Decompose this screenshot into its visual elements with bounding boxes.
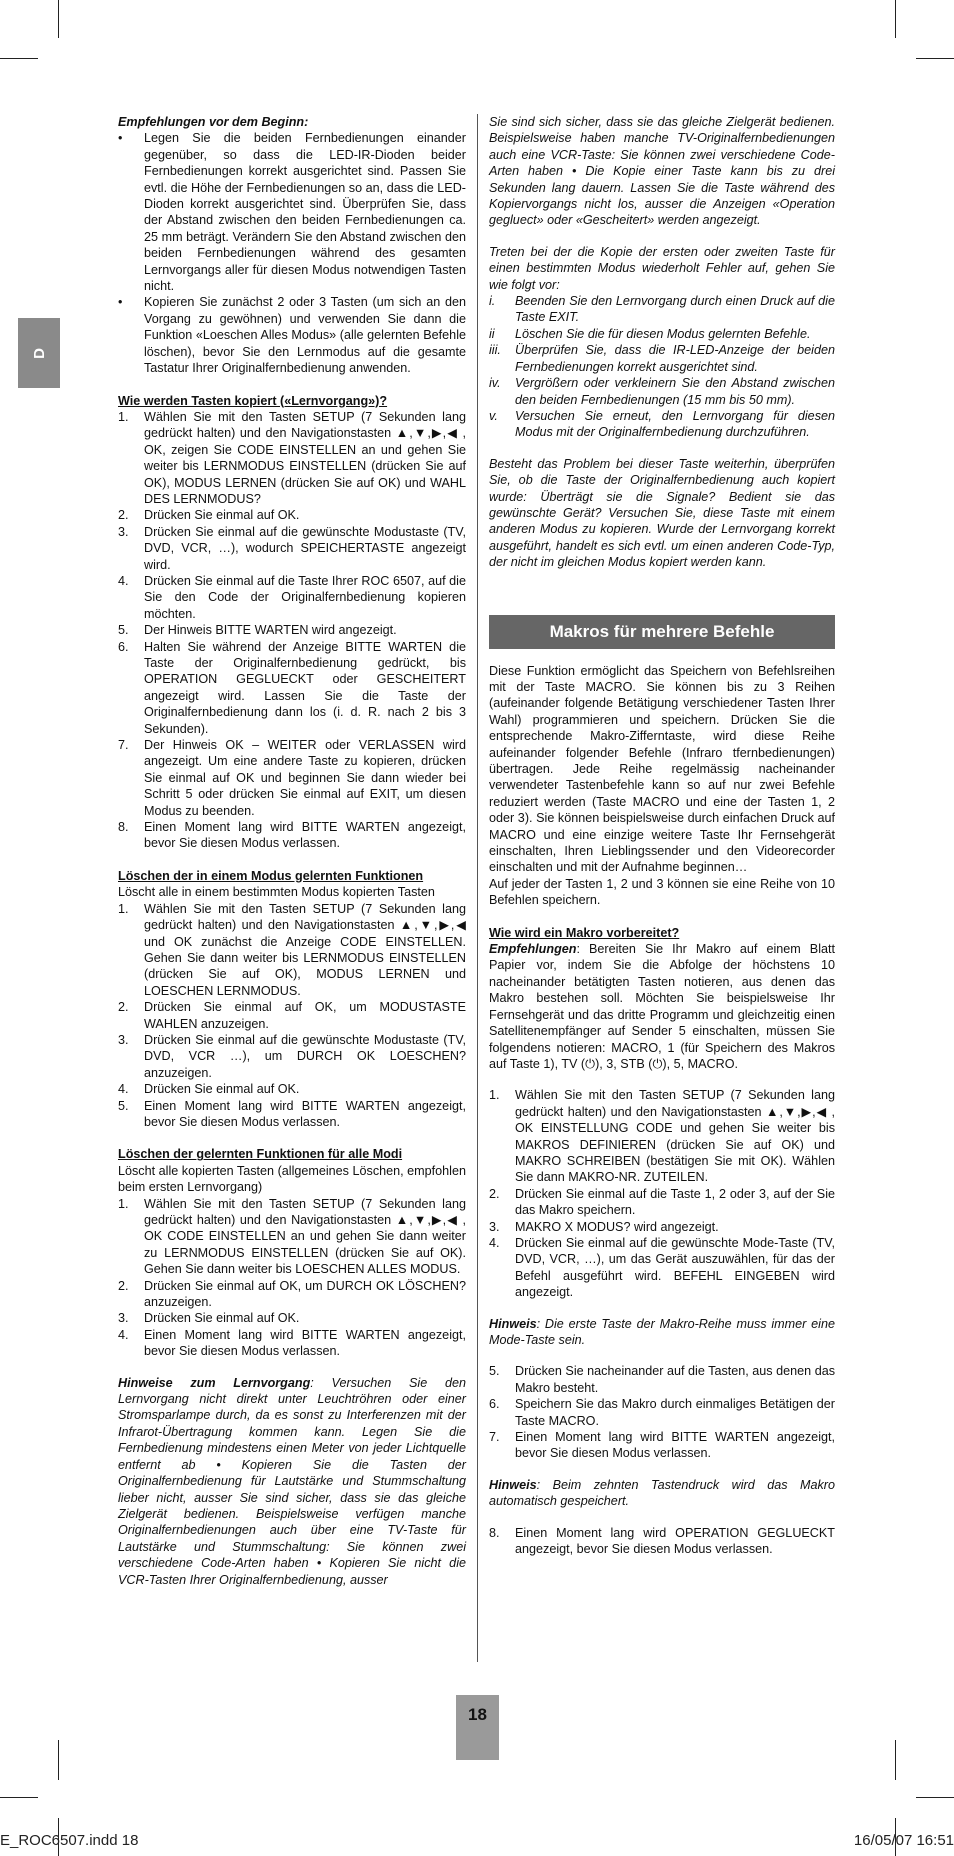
list-item-text: Einen Moment lang wird OPERATION GEGLUECKT angezeigt, bevor Sie diesen Modus verlassen. [515,1525,835,1557]
list-item: 3. Drücken Sie einmal auf OK. [118,1311,300,1326]
list-item-text: Einen Moment lang wird BITTE WARTEN angezeigt, bevor Sie diesen Modus verlassen. [515,1430,835,1461]
list-item-text: Halten Sie während der Anzeige BITTE WARTEN die Taste der Originalfernbedienung gedrückt, bis OPERATION GEGLUECKT oder GESCHEITERT angezeigt wird. Lassen Sie die Taste der Originalfernbedienung dann los (i. d. R. nach 2 bis 3 Sekunden). [144,639,466,736]
crop-mark [895,1740,896,1780]
hint-label: Hinweise zum Lernvorgang [118,1375,311,1390]
crop-mark [0,1797,38,1798]
right-column [489,114,835,1557]
delete-mode-steps [118,901,466,1131]
error-intro: Treten bei der die Kopie der ersten oder zweiten Taste für einen bestimmten Modus wiederholt Fehler auf, gehen Sie wie folgt vor: [489,244,835,292]
list-item: 5. Einen Moment lang wird BITTE WARTEN angezeigt, bevor Sie diesen Modus verlassen. [118,1098,466,1129]
page-number: 18 [456,1695,499,1760]
hint-continuation: Sie sind sich sicher, dass sie das gleiche Zielgerät bedienen. Beispielsweise haben manche TV-Originalfernbedienungen auch eine VCR-Taste: Sie können zwei verschiedene Code-Arten haben • Die Kopie einer Taste kann bis zu drei Sekunden lang dauern. Lassen Sie die Taste während des Kopiervorgangs nicht los, ausser die Anzeigen «Operation gegluect» oder «Gescheitert» werden angezeigt. [489,115,835,228]
list-item-text: Speichern Sie das Makro durch einmaliges Betätigen der Taste MACRO. [515,1397,835,1428]
language-tab-label: D [30,347,48,359]
intro-bullets [118,130,466,376]
language-tab [18,318,60,388]
list-item: 2. Drücken Sie einmal auf die Taste 1, 2 oder 3, auf der Sie das Makro speichern. [489,1186,835,1218]
section-banner: Makros für mehrere Befehle [489,615,835,649]
list-item [489,408,835,441]
error-steps [489,293,835,441]
list-item [489,375,835,408]
list-item-text: Legen Sie die beiden Fernbedienungen einander gegenüber, so dass die LED-IR-Dioden beider Fernbedienungen korrekt ausgerichtet sind. Passen Sie evtl. die Höhe der Fernbedienungen so an, dass die LED-Dioden korrekt ausgerichtet sind. Überprüfen Sie, dass der Abstand zwischen den beiden Fernbedienungen ca. 25 mm beträgt. Verändern Sie den Abstand zwischen den beiden Fernbedienungen während des gesamten Lernvorgangs aller für diesen Modus notwendigen Tasten nicht. [144,131,466,294]
list-item: 5. Drücken Sie nacheinander auf die Tasten, aus denen das Makro besteht. [489,1364,835,1395]
list-item-text: Kopieren Sie zunächst 2 oder 3 Tasten (um sich an den Vorgang zu gewöhnen) und verwenden Sie dann die Funktion «Loeschen Alles Modus» (alle gelernten Befehle löschen), bevor Sie den Lernmodus auf die gesamte Tastatur Ihrer Originalfernbedienung anwenden. [144,295,466,376]
prep-paragraph [489,941,835,1072]
list-marker: iii. [489,343,501,358]
list-item: • Legen Sie die beiden Fernbedienungen einander gegenüber, so dass die LED-IR-Dioden beider Fernbedienungen korrekt ausgerichtet sind. Passen Sie evtl. die Höhe der Fernbedienungen so an, dass die LED-Dioden korrekt ausgerichtet sind. Überprüfen Sie, dass der Abstand zwischen den beiden Fernbedienungen ca. 25 mm beträgt. Verändern Sie den Abstand zwischen den beiden Fernbedienungen während des gesamten Lernvorgangs aller für diesen Modus notwendigen Tasten nicht. [118,131,466,294]
list-item: 3. Drücken Sie einmal auf die gewünschte Modustaste (TV, DVD, VCR …), um DURCH OK LOESCHEN? anzuzeigen. [118,1032,466,1080]
note-text: : Die erste Taste der Makro-Reihe muss immer eine Mode-Taste sein. [489,1316,835,1347]
list-item-text: Einen Moment lang wird BITTE WARTEN angezeigt, bevor Sie diesen Modus verlassen. [144,820,466,851]
footer-file: E_ROC6507.indd 18 [0,1832,139,1849]
list-item: 8. Einen Moment lang wird OPERATION GEGLUECKT angezeigt, bevor Sie diesen Modus verlassen. [489,1525,835,1557]
copy-steps [118,409,466,852]
list-item-text: Drücken Sie einmal auf OK. [144,1082,300,1097]
list-item: 7. Der Hinweis OK – WEITER oder VERLASSEN wird angezeigt. Um eine andere Taste zu kopieren, drücken Sie einmal auf OK und beginnen Sie dann wieder bei Schritt 5 oder drücken Sie einmal auf EXIT, um diesen Modus zu beenden. [118,738,466,818]
list-item: 2. Drücken Sie einmal auf OK. [118,508,300,523]
intro-heading: Empfehlungen vor dem Beginn: [118,115,309,129]
list-item-text: Vergrößern oder verkleinern Sie den Abstand zwischen den beiden Fernbedienungen (15 mm bis 50 mm). [515,376,835,407]
list-item-text: Beenden Sie den Lernvorgang durch einen Druck auf die Taste EXIT. [515,294,835,325]
list-item-text: Drücken Sie einmal auf die gewünschte Mode-Taste (TV, DVD, VCR, …), um das Gerät auszuwählen, für das der Befehl ausgeführt wird. BEFEHL EINGEBEN wird angezeigt. [515,1235,835,1300]
list-item: 6. Speichern Sie das Makro durch einmaliges Betätigen der Taste MACRO. [489,1397,835,1428]
delete-all-heading: Löschen der gelernten Funktionen für alle Modi [118,1147,403,1162]
list-item-text: Drücken Sie einmal auf OK, um MODUSTASTE WAHLEN anzuzeigen. [144,1000,466,1031]
list-item: 1. Wählen Sie mit den Tasten SETUP (7 Sekunden lang gedrückt halten) und den Navigationstasten ▲,▼,▶,◀ und OK zunächst die Anzeige CODE EINSTELLEN. Gehen Sie dann weiter bis LERNMODUS EINSTELLEN (drücken Sie auf OK), MODUS LERNEN und LOESCHEN LERNMODUS. [118,901,466,998]
macro-steps-a [489,1087,835,1300]
list-item-text: Drücken Sie einmal auf OK. [144,1311,300,1326]
macro-steps-b [489,1363,835,1461]
hint-paragraph [118,1375,466,1588]
crop-mark [916,58,954,59]
list-item: 1. Wählen Sie mit den Tasten SETUP (7 Sekunden lang gedrückt halten) und den Navigationstasten ▲,▼,▶,◀ , OK CODE EINSTELLEN an und gehen Sie dann weiter zu LERNMODUS EINSTELLEN (drücken Sie auf OK). Gehen Sie dann weiter bis LOESCHEN ALLES MODUS. [118,1196,466,1277]
list-item: 1. Wählen Sie mit den Tasten SETUP (7 Sekunden lang gedrückt halten) und den Navigationstasten ▲,▼,▶,◀ , OK, zeigen Sie CODE EINSTELLEN an und gehen Sie weiter bis LERNMODUS EINSTELLEN (drücken Sie auf OK), MODUS LERNEN (drücken Sie auf OK) und WAHL DES LERNMODUS? [118,409,466,506]
list-item: 4. Drücken Sie einmal auf die Taste Ihrer ROC 6507, auf die Sie den Code der Originalfernbedienung kopieren möchten. [118,573,466,621]
list-marker: i. [489,294,496,309]
list-item: 8. Einen Moment lang wird BITTE WARTEN angezeigt, bevor Sie diesen Modus verlassen. [118,820,466,851]
hint-text: : Versuchen Sie den Lernvorgang nicht direkt unter Leuchtröhren oder einer Stromsparlampe durch, da es sonst zu Interferenzen mit der Infrarot-Übertragung kommen kann. Legen Sie die Fernbedienung mindestens einen Meter von jeder Lichtquelle entfernt ab • Kopieren Sie die Tasten der Originalfernbedienung für Lautstärke und Stummschaltung lieber nicht, ausser Sie sind sicher, dass sie das gleiche Zielgerät bedienen. Beispielsweise verfügen manche Originalfernbedienungen auch über eine TV-Taste für Lautstärke und Stummschaltung: Sie können zwei verschiedene Code-Arten haben • Kopieren Sie nicht die VCR-Tasten Ihrer Originalfernbedienung, ausser [118,1375,467,1587]
list-item: 4. Einen Moment lang wird BITTE WARTEN angezeigt, bevor Sie diesen Modus verlassen. [118,1327,466,1359]
list-item-text: Einen Moment lang wird BITTE WARTEN angezeigt, bevor Sie diesen Modus verlassen. [144,1098,466,1129]
list-item-text: MAKRO X MODUS? wird angezeigt. [515,1219,719,1234]
list-item [489,342,835,375]
prep-text: : Bereiten Sie Ihr Makro auf einem Blatt Papier vor, indem Sie die Abfolge der höchstens 10 nacheinander betätigten Tasten notieren, aus denen das Makro bestehen soll. Möchten Sie beispielsweise Ihr Fernsehgerät und das dritte Programm und gleichzeitig einen Satellitenempfänger auf Sender 5 einschalten, müssen Sie folgendens notieren: MACRO, 1 (für Speichern des Makros auf Taste 1), TV (⏻), 3, STB (⏻), 5, MACRO. [489,942,835,1071]
list-item [489,326,835,342]
copy-heading: Wie werden Tasten kopiert («Lernvorgang»)? [118,393,388,408]
list-item-text: Drücken Sie einmal auf OK, um DURCH OK LÖSCHEN? anzuzeigen. [144,1278,466,1310]
list-item-text: Drücken Sie einmal auf OK. [144,508,300,523]
list-marker: iv. [489,376,501,391]
prep-label: Empfehlungen [489,942,577,957]
list-item: 1. Wählen Sie mit den Tasten SETUP (7 Sekunden lang gedrückt halten) und den Navigationstasten ▲,▼,▶,◀ , OK EINSTELLUNG CODE und gehen Sie weiter bis MAKROS DEFINIEREN (drücken Sie auf OK) und MAKRO SCHREIBEN (bestätigen Sie mit OK). Wählen Sie dann MAKRO-NR. ZUTEILEN. [489,1088,835,1185]
list-item-text: Der Hinweis BITTE WARTEN wird angezeigt. [144,623,397,638]
error-outro: Besteht das Problem bei dieser Taste weiterhin, überprüfen Sie, ob die Taste der Originalfernbedienung auch kopiert wurde: Überträgt sie die Signale? Bedient sie das gewünschte Gerät? Versuchen Sie, diese Taste mit einem anderen Modus zu kopieren. Wurde der Lernvorgang korrekt ausgeführt, handelt es sich evtl. um einen anderen Code-Typ, der nicht im gleichen Modus kopiert werden kann. [489,456,835,570]
list-item-text: Drücken Sie einmal auf die gewünschte Modustaste (TV, DVD, VCR …), um DURCH OK LOESCHEN? anzuzeigen. [144,1032,466,1080]
list-item-text: Wählen Sie mit den Tasten SETUP (7 Sekunden lang gedrückt halten) und den Navigationstasten ▲,▼,▶,◀ , OK CODE EINSTELLEN an und gehen Sie dann weiter zu LERNMODUS EINSTELLEN (drücken Sie auf OK). Gehen Sie dann weiter bis LOESCHEN ALLES MODUS. [144,1196,466,1277]
delete-mode-intro: Löscht alle in einem bestimmten Modus kopierten Tasten [118,885,435,900]
list-item-text: Der Hinweis OK – WEITER oder VERLASSEN wird angezeigt. Um eine andere Taste zu kopieren, drücken Sie einmal auf OK und beginnen Sie dann wieder bei Schritt 5 oder drücken Sie einmal auf EXIT, um diesen Modus zu beenden. [144,738,466,818]
list-item-text: Einen Moment lang wird BITTE WARTEN angezeigt, bevor Sie diesen Modus verlassen. [144,1327,466,1359]
crop-mark [916,1797,954,1798]
macro-steps-c [489,1525,835,1558]
note-label: Hinweis [489,1316,537,1331]
note-label: Hinweis [489,1477,537,1492]
list-item: 2. Drücken Sie einmal auf OK, um MODUSTASTE WAHLEN anzuzeigen. [118,1000,466,1031]
note-1 [489,1316,835,1349]
list-item: 4. Drücken Sie einmal auf OK. [118,1082,300,1097]
list-item-text: Überprüfen Sie, dass die IR-LED-Anzeige der beiden Fernbedienungen korrekt ausgerichtet sind. [515,343,835,374]
crop-mark [58,1740,59,1780]
note-text: : Beim zehnten Tastendruck wird das Makro automatisch gespeichert. [489,1477,835,1509]
crop-mark [895,0,896,38]
list-item: 4. Drücken Sie einmal auf die gewünschte Mode-Taste (TV, DVD, VCR, …), um das Gerät auszuwählen, für das der Befehl ausgeführt wird. BEFEHL EINGEBEN wird angezeigt. [489,1235,835,1300]
list-item [489,293,835,326]
list-item-text: Drücken Sie einmal auf die Taste 1, 2 oder 3, auf der Sie das Makro speichern. [515,1186,835,1218]
list-item: • Kopieren Sie zunächst 2 oder 3 Tasten (um sich an den Vorgang zu gewöhnen) und verwenden Sie dann die Funktion «Loeschen Alles Modus» (alle gelernten Befehle löschen), bevor Sie den Lernmodus auf die gesamte Tastatur Ihrer Originalfernbedienung anwenden. [118,295,466,376]
list-item-text: Wählen Sie mit den Tasten SETUP (7 Sekunden lang gedrückt halten) und den Navigationstasten ▲,▼,▶,◀ , OK, zeigen Sie CODE EINSTELLEN an und gehen Sie weiter bis LERNMODUS EINSTELLEN (drücken Sie auf OK), MODUS LERNEN (drücken Sie auf OK) und WAHL DES LERNMODUS? [144,409,466,506]
list-item: 3. Drücken Sie einmal auf die gewünschte Modustaste (TV, DVD, VCR, …), wodurch SPEICHERTASTE angezeigt wird. [118,524,466,572]
list-marker: v. [489,408,498,423]
list-item-text: Drücken Sie einmal auf die Taste Ihrer ROC 6507, auf die Sie den Code der Originalfernbedienung kopieren möchten. [144,573,466,621]
delete-all-steps [118,1196,466,1360]
list-item: 3. MAKRO X MODUS? wird angezeigt. [489,1219,719,1234]
crop-mark [58,0,59,38]
list-item: 5. Der Hinweis BITTE WARTEN wird angezeigt. [118,623,397,638]
note-2 [489,1477,835,1510]
list-item: 2. Drücken Sie einmal auf OK, um DURCH OK LÖSCHEN? anzuzeigen. [118,1278,466,1310]
list-item-text: Wählen Sie mit den Tasten SETUP (7 Sekunden lang gedrückt halten) und den Navigationstasten ▲,▼,▶,◀ , OK EINSTELLUNG CODE und gehen Sie weiter bis MAKROS DEFINIEREN (drücken Sie auf OK) und MAKRO SCHREIBEN (bestätigen Sie mit OK). Wählen Sie dann MAKRO-NR. ZUTEILEN. [515,1088,835,1185]
column-divider [477,114,478,1662]
list-marker: ii [489,326,495,341]
delete-mode-heading: Löschen der in einem Modus gelernten Funktionen [118,868,424,883]
list-item-text: Versuchen Sie erneut, den Lernvorgang für diesen Modus mit der Originalfernbedienung durchzuführen. [515,408,835,440]
list-item-text: Wählen Sie mit den Tasten SETUP (7 Sekunden lang gedrückt halten) und den Navigationstasten ▲,▼,▶,◀ und OK zunächst die Anzeige CODE EINSTELLEN. Gehen Sie dann weiter bis LERNMODUS EINSTELLEN (drücken Sie auf OK), MODUS LERNEN und LOESCHEN LERNMODUS. [144,901,466,998]
list-item: 7. Einen Moment lang wird BITTE WARTEN angezeigt, bevor Sie diesen Modus verlassen. [489,1430,835,1461]
list-item: 6. Halten Sie während der Anzeige BITTE WARTEN die Taste der Originalfernbedienung gedrückt, bis OPERATION GEGLUECKT oder GESCHEITERT angezeigt wird. Lassen Sie die Taste der Originalfernbedienung dann los (i. d. R. nach 2 bis 3 Sekunden). [118,639,466,736]
footer-date: 16/05/07 16:51 [853,1832,954,1849]
prep-heading: Wie wird ein Makro vorbereitet? [489,925,680,940]
list-item-text: Drücken Sie nacheinander auf die Tasten, aus denen das Makro besteht. [515,1364,835,1395]
list-item-text: Löschen Sie die für diesen Modus gelernten Befehle. [515,326,811,341]
left-column [118,114,466,1588]
delete-all-intro: Löscht alle kopierten Tasten (allgemeines Löschen, empfohlen beim ersten Lernvorgang) [118,1163,466,1195]
list-item-text: Drücken Sie einmal auf die gewünschte Modustaste (TV, DVD, VCR, …), wodurch SPEICHERTASTE angezeigt wird. [144,524,466,572]
macro-paragraph-2: Auf jeder der Tasten 1, 2 und 3 können sie eine Reihe von 10 Befehlen speichern. [489,876,835,908]
crop-mark [0,58,38,59]
macro-paragraph: Diese Funktion ermöglicht das Speichern von Befehlsreihen mit der Taste MACRO. Sie können bis zu 3 Reihen (aufeinander folgende Betätigung verschiedener Tasten Ihrer Wahl) programmieren und speichern. Drücken Sie die entsprechende Makro-Zifferntaste, wird diese Reihe aufeinander folgender Befehle (Infraro tfernbedienungen) übertragen. Jede Reihe regelmässig nacheinander verwendeter Tastenbefehle kann so auf nur zwei Befehle reduziert werden (Taste MACRO und eine der Tasten 1, 2 oder 3). Sie können beispielsweise durch einfachen Druck auf MACRO und eine einzige weitere Taste Ihr Fernsehgerät einschalten, Ihren Lieblingssender und den Videorecorder einschalten und mit der Aufnahme beginnen… [489,663,835,875]
